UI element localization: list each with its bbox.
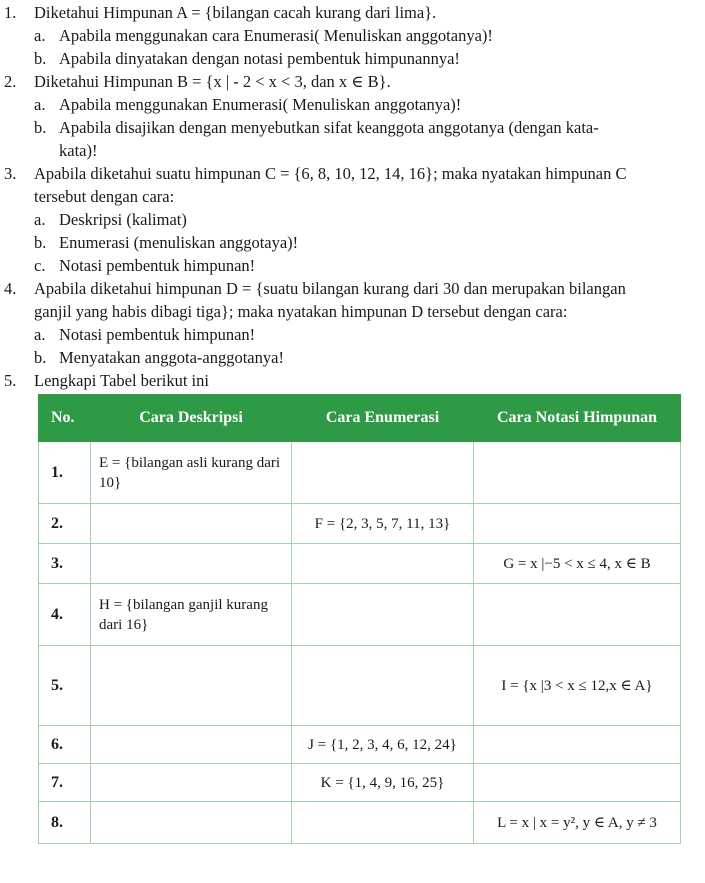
cell-notasi: G = x |−5 < x ≤ 4, x ∈ B bbox=[474, 544, 681, 584]
cell-deskripsi bbox=[91, 726, 292, 764]
row-number: 7. bbox=[39, 764, 91, 802]
question-4 bbox=[4, 279, 626, 299]
question-3b bbox=[34, 233, 298, 253]
question-3a bbox=[34, 210, 187, 230]
table-row bbox=[39, 726, 681, 764]
question-text: Diketahui Himpunan A = {bilangan cacah kurang dari lima}. bbox=[34, 3, 437, 22]
cell-enumerasi: J = {1, 2, 3, 4, 6, 12, 24} bbox=[292, 726, 474, 764]
question-2 bbox=[4, 72, 391, 92]
cell-deskripsi bbox=[91, 764, 292, 802]
cell-enumerasi bbox=[292, 646, 474, 726]
cell-deskripsi bbox=[91, 802, 292, 844]
cell-deskripsi bbox=[91, 544, 292, 584]
question-3 bbox=[4, 164, 626, 184]
question-2b bbox=[34, 118, 599, 138]
cell-enumerasi bbox=[292, 544, 474, 584]
cell-enumerasi: F = {2, 3, 5, 7, 11, 13} bbox=[292, 504, 474, 544]
row-number: 4. bbox=[39, 584, 91, 646]
question-4-continued bbox=[34, 302, 567, 322]
cell-notasi bbox=[474, 764, 681, 802]
cell-deskripsi bbox=[91, 646, 292, 726]
question-text: Apabila diketahui suatu himpunan C = {6, 8, 10, 12, 14, 16}; maka nyatakan himpunan C bbox=[34, 164, 627, 183]
cell-notasi: L = x | x = y², y ∈ A, y ≠ 3 bbox=[474, 802, 681, 844]
row-number: 5. bbox=[39, 646, 91, 726]
subquestion-letter: c. bbox=[34, 256, 46, 275]
header-deskripsi: Cara Deskripsi bbox=[91, 395, 292, 442]
cell-enumerasi bbox=[292, 802, 474, 844]
header-notasi: Cara Notasi Himpunan bbox=[474, 395, 681, 442]
subquestion-text: Apabila menggunakan cara Enumerasi( Menuliskan anggotanya)! bbox=[59, 26, 493, 45]
question-number: 2. bbox=[4, 72, 17, 91]
question-number: 5. bbox=[4, 371, 17, 390]
cell-notasi bbox=[474, 726, 681, 764]
subquestion-letter: a. bbox=[34, 210, 46, 229]
question-2b-continued bbox=[59, 141, 97, 161]
row-number: 8. bbox=[39, 802, 91, 844]
question-1 bbox=[4, 3, 436, 23]
table-row bbox=[39, 802, 681, 844]
question-text: tersebut dengan cara: bbox=[34, 187, 175, 206]
cell-enumerasi bbox=[292, 442, 474, 504]
subquestion-text: Deskripsi (kalimat) bbox=[59, 210, 187, 229]
cell-notasi: I = {x |3 < x ≤ 12,x ∈ A} bbox=[474, 646, 681, 726]
row-number: 2. bbox=[39, 504, 91, 544]
cell-deskripsi bbox=[91, 504, 292, 544]
subquestion-letter: b. bbox=[34, 348, 47, 367]
subquestion-text: kata)! bbox=[59, 141, 98, 160]
cell-notasi bbox=[474, 442, 681, 504]
subquestion-letter: a. bbox=[34, 95, 46, 114]
subquestion-text: Apabila menggunakan Enumerasi( Menuliskan anggotanya)! bbox=[59, 95, 462, 114]
table-header-row bbox=[39, 395, 681, 442]
table-row bbox=[39, 584, 681, 646]
subquestion-letter: b. bbox=[34, 118, 47, 137]
subquestion-text: Apabila disajikan dengan menyebutkan sifat keanggota anggotanya (dengan kata- bbox=[59, 118, 599, 137]
question-text: ganjil yang habis dibagi tiga}; maka nyatakan himpunan D tersebut dengan cara: bbox=[34, 302, 568, 321]
subquestion-letter: a. bbox=[34, 325, 46, 344]
cell-deskripsi: E = {bilangan asli kurang dari 10} bbox=[91, 442, 292, 504]
question-number: 4. bbox=[4, 279, 17, 298]
subquestion-letter: b. bbox=[34, 233, 47, 252]
question-text: Diketahui Himpunan B = {x | - 2 < x < 3, dan x ∈ B}. bbox=[34, 72, 391, 91]
subquestion-text: Notasi pembentuk himpunan! bbox=[59, 256, 256, 275]
subquestion-letter: b. bbox=[34, 49, 47, 68]
table-row bbox=[39, 544, 681, 584]
header-no: No. bbox=[39, 395, 91, 442]
cell-enumerasi bbox=[292, 584, 474, 646]
question-number: 3. bbox=[4, 164, 17, 183]
subquestion-letter: a. bbox=[34, 26, 46, 45]
row-number: 1. bbox=[39, 442, 91, 504]
question-2a bbox=[34, 95, 461, 115]
table-row bbox=[39, 504, 681, 544]
row-number: 6. bbox=[39, 726, 91, 764]
cell-deskripsi: H = {bilangan ganjil kurang dari 16} bbox=[91, 584, 292, 646]
table-row bbox=[39, 764, 681, 802]
subquestion-text: Apabila dinyatakan dengan notasi pembentuk himpunannya! bbox=[59, 49, 460, 68]
question-number: 1. bbox=[4, 3, 17, 22]
table-row bbox=[39, 646, 681, 726]
cell-notasi bbox=[474, 504, 681, 544]
cell-enumerasi: K = {1, 4, 9, 16, 25} bbox=[292, 764, 474, 802]
question-5 bbox=[4, 371, 209, 391]
cell-notasi bbox=[474, 584, 681, 646]
table-row bbox=[39, 442, 681, 504]
subquestion-text: Menyatakan anggota-anggotanya! bbox=[59, 348, 284, 367]
subquestion-text: Notasi pembentuk himpunan! bbox=[59, 325, 256, 344]
question-4a bbox=[34, 325, 255, 345]
set-table bbox=[38, 394, 681, 844]
question-3c bbox=[34, 256, 255, 276]
subquestion-text: Enumerasi (menuliskan anggotaya)! bbox=[59, 233, 299, 252]
question-text: Lengkapi Tabel berikut ini bbox=[34, 371, 209, 390]
question-4b bbox=[34, 348, 284, 368]
question-text: Apabila diketahui himpunan D = {suatu bilangan kurang dari 30 dan merupakan bilangan bbox=[34, 279, 626, 298]
question-1b bbox=[34, 49, 460, 69]
question-1a bbox=[34, 26, 493, 46]
question-3-continued bbox=[34, 187, 174, 207]
header-enumerasi: Cara Enumerasi bbox=[292, 395, 474, 442]
row-number: 3. bbox=[39, 544, 91, 584]
